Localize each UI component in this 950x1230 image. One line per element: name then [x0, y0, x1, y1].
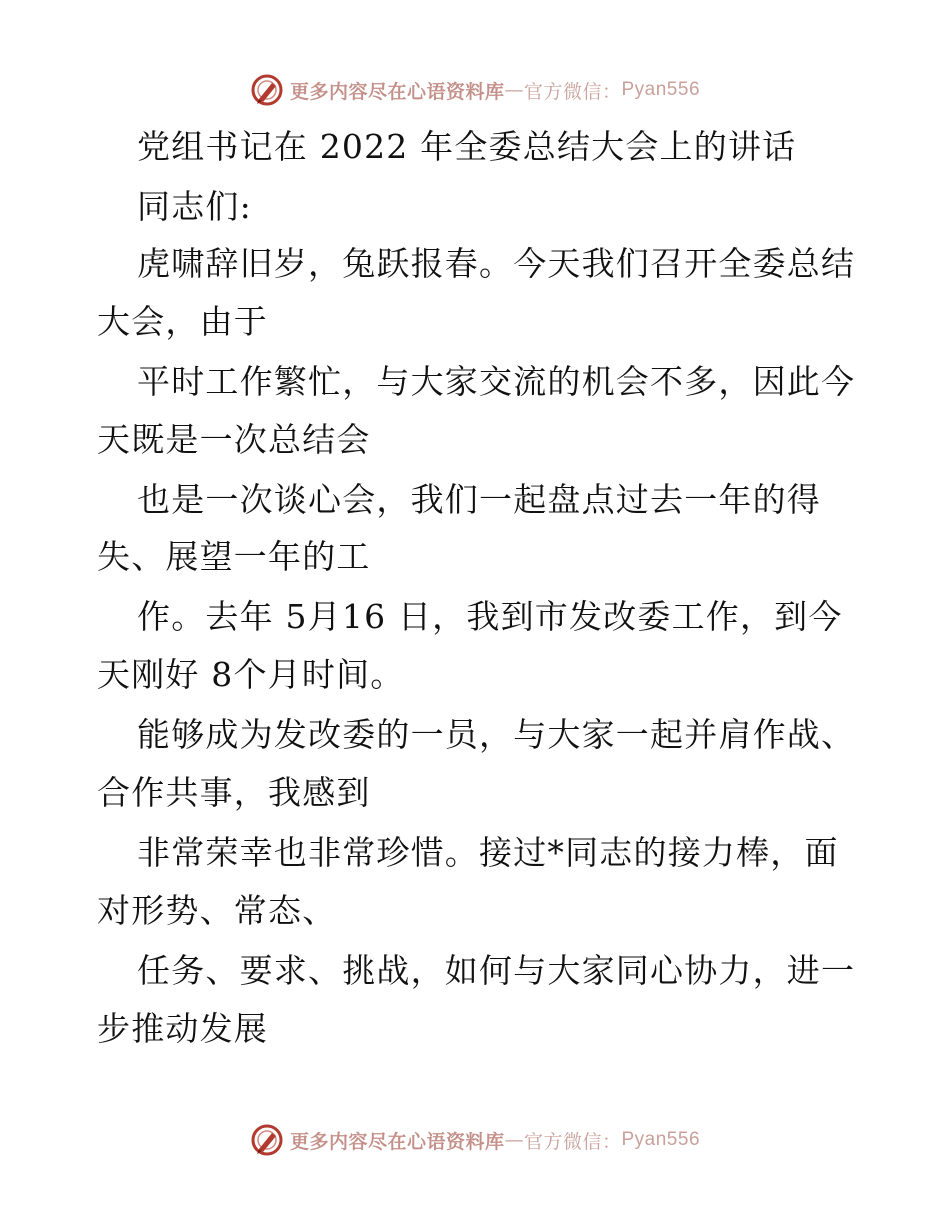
site-name: 更多内容尽在心语资料库 — [289, 80, 505, 103]
banner-dash: — — [504, 79, 524, 101]
document-title: 党组书记在 2022 年全委总结大会上的讲话 — [137, 127, 797, 166]
text-line: 失、展望一年的工 — [97, 537, 371, 576]
text-line: 步推动发展 — [97, 1009, 268, 1048]
wechat-label: 官方微信： — [523, 1130, 622, 1153]
text-line: 平时工作繁忙，与大家交流的机会不多，因此今 — [137, 362, 856, 401]
wechat-label: 官方微信： — [523, 80, 622, 103]
salutation: 同志们: — [137, 187, 252, 226]
pen-logo-icon — [250, 1123, 284, 1157]
wechat-id: Pyan556 — [621, 79, 701, 100]
footer-watermark-banner — [0, 1122, 950, 1158]
text-line: 天刚好 8个月时间。 — [97, 655, 405, 694]
text-line: 合作共事，我感到 — [97, 773, 371, 812]
site-name: 更多内容尽在心语资料库 — [289, 1130, 505, 1153]
text-line: 作。去年 5月16 日，我到市发改委工作，到今 — [137, 597, 843, 636]
text-line: 对形势、常态、 — [97, 891, 337, 930]
text-line: 虎啸辞旧岁，兔跃报春。今天我们召开全委总结 — [137, 244, 856, 283]
text-line: 能够成为发改委的一员，与大家一起并肩作战、 — [137, 715, 856, 754]
header-watermark-banner — [0, 72, 950, 108]
text-line: 天既是一次总结会 — [97, 420, 371, 459]
text-line: 非常荣幸也非常珍惜。接过*同志的接力棒，面 — [137, 833, 839, 872]
text-line: 任务、要求、挑战，如何与大家同心协力，进一 — [137, 951, 856, 990]
banner-dash: — — [504, 1129, 524, 1151]
text-line: 大会，由于 — [97, 302, 268, 341]
wechat-id: Pyan556 — [621, 1129, 701, 1150]
pen-logo-icon — [250, 73, 284, 107]
text-line: 也是一次谈心会，我们一起盘点过去一年的得 — [137, 480, 821, 519]
